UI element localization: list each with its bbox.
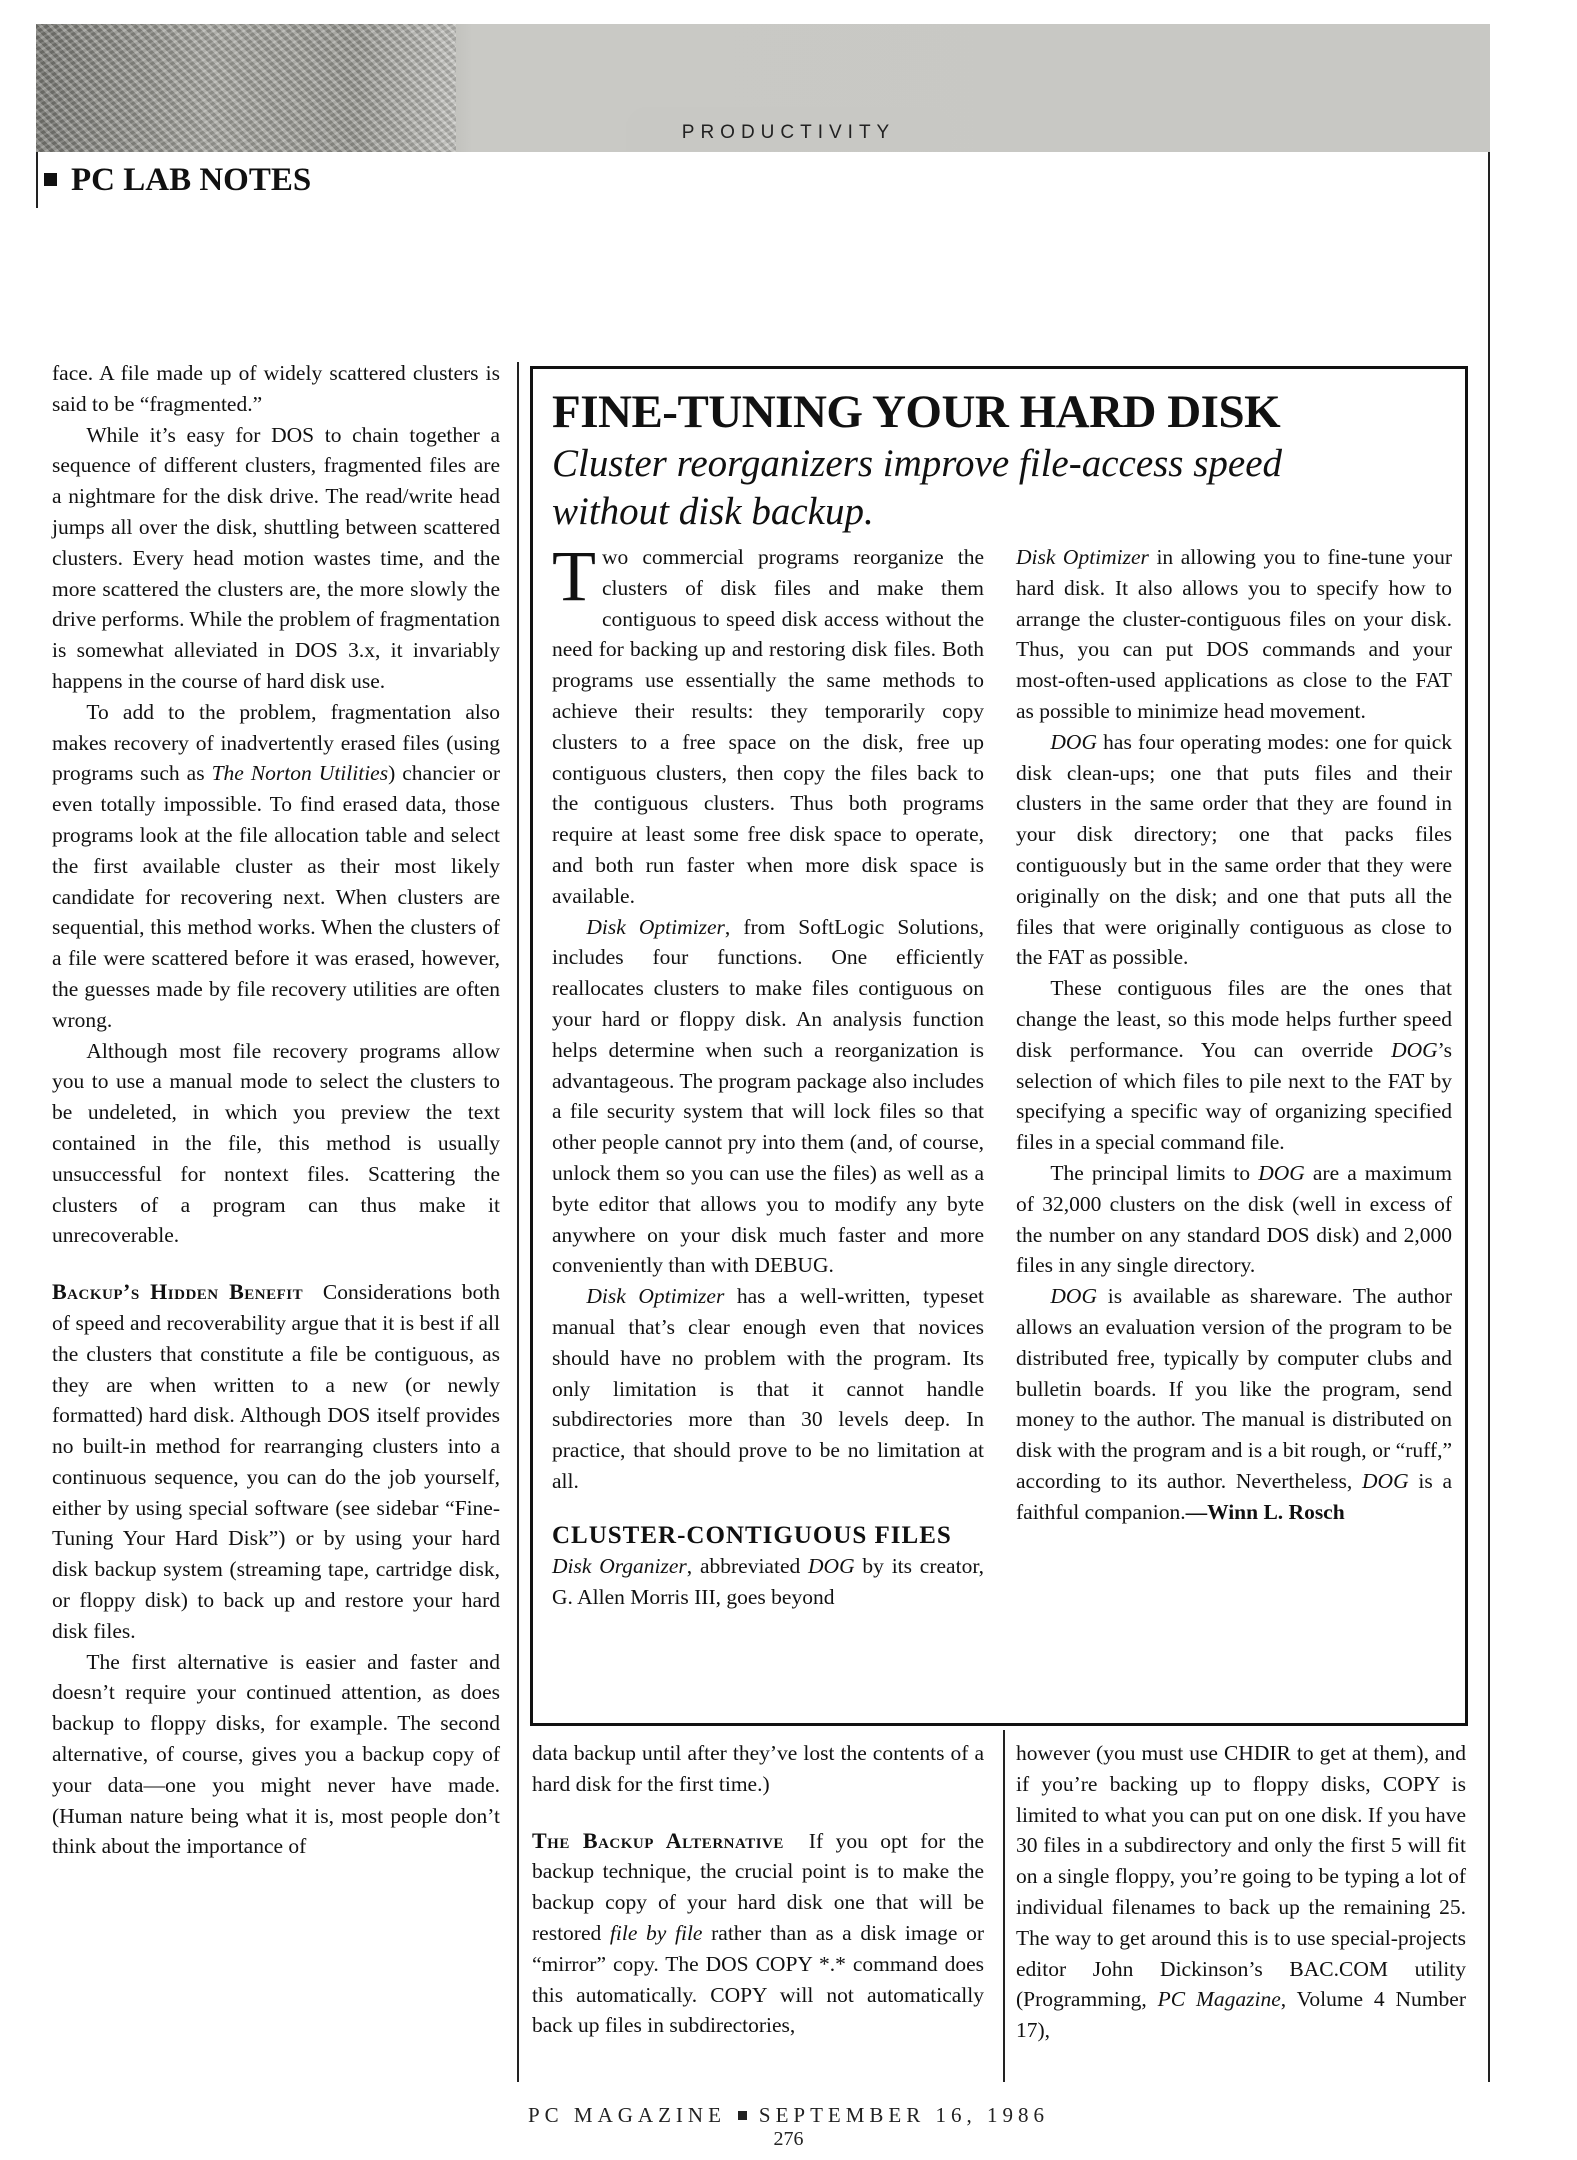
left-column [52,358,500,1862]
page-footer [0,2103,1577,2128]
bullet-square-icon [738,2111,747,2120]
sidebar-column-2 [1016,542,1452,1528]
paragraph: The first alternative is easier and faster and doesn’t require your continued attention, as does backup to floppy disks, for example. The second alternative, of course, gives you a backup copy of your data—one you might never have made. (Human nature being what it is, most people don’t think about the importance of [52,1649,500,1859]
paragraph: Although most file recovery programs allow you to use a manual mode to select the clusters to be undeleted, in which you preview the text contained in the file, this method is usually unsuccessful for nontext files. Scattering the clusters of a program can thus make it unrecoverable. [52,1038,500,1248]
section-label-productivity: PRODUCTIVITY [626,107,951,151]
header-banner [36,24,1490,152]
run-in-subhead: The Backup Alternative [532,1827,784,1853]
paragraph: however (you must use CHDIR to get at them), and if you’re backing up to floppy disks, COPY is limited to what you can put on one disk. If you have 30 files in a subdirectory and only the first 5 will fit on a single floppy, you’re going to be typing a lot of individual filenames to back up the remaining 25. The way to get around this is to use special-projects editor John Dickinson’s BAC.COM utility (Programming, PC Magazine, Volume 4 Number 17), [1016,1741,1466,2043]
column-rule-1 [517,362,519,2082]
drop-cap: T [552,536,596,616]
sidebar-subtitle: Cluster reorganizers improve file-access speed without disk backup. [552,442,1283,533]
sidebar-subhead: CLUSTER-CONTIGUOUS FILES [552,1521,952,1549]
column-rule-2 [1003,1730,1005,2082]
byline: —Winn L. Rosch [1185,1499,1345,1524]
sidebar-title: FINE-TUNING YOUR HARD DISK [552,386,1281,438]
run-in-subhead: Backup’s Hidden Benefit [52,1279,304,1305]
paragraph: data backup until after they’ve lost the contents of a hard disk for the first time.) [532,1741,984,1796]
paragraph: DOG has four operating modes: one for quick disk clean-ups; one that puts files and their clusters in the same order that they are found in your disk directory; one that packs files contiguously but in the same order that they were originally on the disk; and one that puts all the files that were originally contiguous as close to the FAT as possible. [1016,729,1452,970]
column-name-text: PC LAB NOTES [71,162,312,198]
sidebar-column-1 [552,536,984,1612]
paragraph: These contiguous files are the ones that change the least, so this mode helps further speed disk performance. You can override DOG’s selection of which files to pile next to the FAT by specifying a specific way of organizing specified files in a special command file. [1016,976,1452,1155]
paragraph: DOG is available as shareware. The author allows an evaluation version of the program to be distributed free, typically by computer clubs and bulletin boards. If you like the program, send money to the author. The manual is distributed on disk with the program and is a bit rough, or “ruff,” according to its author. Nevertheless, DOG is a faithful companion.—Winn L. Rosch [1016,1284,1452,1524]
paragraph: Two commercial programs reorganize the clusters of disk files and make them contiguous to speed disk access without the need for backing up and restoring disk files. Both programs use essentially the same methods to achieve their results: they temporarily copy clusters to a free space on the disk, free up contiguous clusters, then copy the files back to the contiguous clusters. Thus both programs require at least some free disk space to operate, and both run faster when more disk space is available. [552,536,984,908]
bullet-square-icon [44,173,57,186]
right-bottom-column [1016,1738,1466,2046]
paragraph: The principal limits to DOG are a maximum of 32,000 clusters on the disk (well in excess of the number on any standard DOS disk) and 2,000 files in any single directory. [1016,1160,1452,1278]
page-number: 276 [773,2128,804,2150]
paragraph: Disk Optimizer in allowing you to fine-tune your hard disk. It also allows you to specify how to arrange the cluster-contiguous files on your disk. Thus, you can put DOS commands and your most-often-used applications as close to the FAT as possible to minimize head movement. [1016,545,1452,723]
paragraph: Backup’s Hidden Benefit Considerations both of speed and recoverability argue that it is best if all the clusters that constitute a file be contiguous, as they are when written to a new (or newly formatted) hard disk. Although DOS itself provides no built-in method for rearranging clusters into a continuous sequence, you can do the job yourself, either by using special software (see sidebar “Fine-Tuning Your Hard Disk”) or by using your hard disk backup system (streaming tape, cartridge disk, or floppy disk) to back up and restore your hard disk files. [52,1279,500,1643]
paragraph: The Backup Alternative If you opt for the backup technique, the crucial point is to make the backup copy of your hard disk one that will be restored file by file rather than as a disk image or “mirror” copy. The DOS COPY *.* command does this automatically. COPY will not automatically back up files in subdirectories, [532,1827,984,2038]
footer-date: SEPTEMBER 16, 1986 [758,2103,1050,2127]
right-margin-rule [1488,152,1490,2082]
paragraph: While it’s easy for DOS to chain together a sequence of different clusters, fragmented files are a nightmare for the disk drive. The read/write head jumps all over the disk, shuttling between scattered clusters. Every head motion wastes time, and the more scattered the clusters are, the more slowly the drive performs. While the problem of fragmentation is somewhat alleviated in DOS 3.x, it invariably happens in the course of hard disk use. [52,422,500,693]
left-margin-rule [36,152,38,208]
paragraph: Disk Optimizer has a well-written, typeset manual that’s clear enough even that novices should have no problem with the program. Its only limitation is that it cannot handle subdirectories more than 30 levels deep. In practice, that should prove to be no limitation at all. [552,1284,984,1493]
paragraph: To add to the problem, fragmentation also makes recovery of inadvertently erased files (using programs such as The Norton Utilities) chancier or even totally impossible. To find erased data, those programs look at the file allocation table and select the first available cluster as their most likely candidate for recovering next. When clusters are sequential, this method works. When the clusters of a file were scattered before it was erased, however, the guesses made by file recovery utilities are often wrong. [52,699,500,1032]
middle-bottom-column [532,1738,984,2041]
banner-texture [36,24,456,152]
paragraph: Disk Organizer, abbreviated DOG by its creator, G. Allen Morris III, goes beyond [552,1553,984,1609]
column-name [44,162,311,199]
footer-magazine: PC MAGAZINE [527,2103,726,2127]
paragraph: face. A file made up of widely scattered clusters is said to be “fragmented.” [52,361,500,416]
paragraph: Disk Optimizer, from SoftLogic Solutions, includes four functions. One efficiently reallocates clusters to make files contiguous on your hard or floppy disk. An analysis function helps determine when such a reorganization is advantageous. The program package also includes a file security system that will lock files so that other people cannot pry into them (and, of course, unlock them so you can use the files) as well as a byte editor that allows you to modify any byte anywhere on your disk much faster and more conveniently than with DEBUG. [552,914,984,1278]
